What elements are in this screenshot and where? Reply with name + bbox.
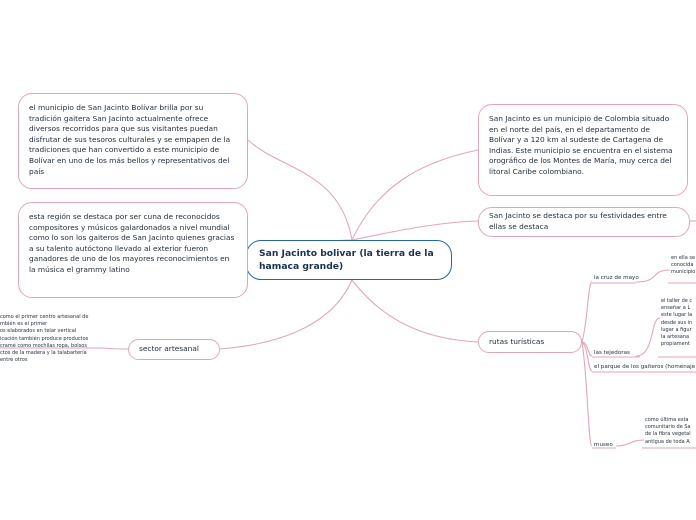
route-tejedoras-detail-line: la artesana (661, 334, 690, 341)
route-tejedoras[interactable]: las tejedoras (594, 350, 630, 356)
route-museo[interactable]: museo (594, 442, 613, 448)
route-cruz-detail-line: en ella se (671, 255, 696, 261)
artesanal-detail (0, 314, 100, 364)
link-route-museo (582, 342, 592, 446)
artesanal-detail-line: ctos de la madera y la talabartería (0, 350, 87, 357)
route-cruz-detail-line: conocida (671, 262, 694, 269)
artesanal-detail-line: entre otros (0, 357, 28, 364)
route-museo-detail-line: como última esta (645, 417, 689, 423)
link-route-cruz (582, 282, 592, 342)
artesanal-detail-line: cramé como mochilas ropa, bolsos (0, 342, 87, 349)
left-node-sector-artesanal[interactable]: sector artesanal (128, 339, 220, 360)
link-left-1 (248, 140, 352, 240)
route-tejedoras-detail-line: desde sus in (661, 319, 693, 326)
right-node-descripcion-municipio[interactable]: San Jacinto es un municipio de Colombia situado en el norte del país, en el departamento de Bolívar y a 120 km al sudeste de Cartagena de Indias. Este municipio se encuentra en el sistema orográfico de los Montes de María, muy cerca del litoral Caribe colombiano. (478, 104, 688, 196)
route-tejedoras-detail-line: lugar a figur (661, 326, 692, 333)
link-right-1 (352, 150, 478, 240)
route-cruz-de-mayo[interactable]: la cruz de mayo (594, 275, 639, 281)
left-node-cuna-compositores[interactable]: esta región se destaca por ser cuna de reconocidos compositores y músicos galardonados a nivel mundial como lo son los gaiteros de San Jacinto quienes gracias a su talento autóctono llevado al exterior fueron ganadores de uno de los mayores reconocimientos en la música el grammy latino (18, 202, 248, 298)
route-museo-detail-line: comunitario de Sa (645, 424, 691, 431)
link-artesanal-detail (100, 348, 128, 349)
route-parque-gaiteros[interactable]: el parque de los gaiteros (homenaje (594, 364, 696, 370)
route-museo-detail-line: de la fibra vegetal (645, 431, 691, 438)
artesanal-detail-line: mbién es el primer (0, 321, 48, 328)
route-cruz-detail-line: municipio (671, 269, 696, 276)
left-node-tradicion-gaitera[interactable]: el municipio de San Jacinto Bolívar brilla por su tradición gaitera San Jacinto actualmente ofrece diversos recorridos para que sus visitantes puedan disfrutar de sus tesoros culturales y se empapen de la tradiciones que han convertido a este municipio de Bolívar en uno de los más bellos y representativos del país (18, 93, 248, 189)
route-cruz-detail (671, 255, 696, 277)
artesanal-detail-line: icación también produce productos (0, 335, 89, 342)
route-tejedoras-detail-line: este lugar la (661, 312, 693, 319)
link-right-2 (352, 221, 478, 240)
route-tejedoras-detail-line: propiament (661, 341, 690, 348)
artesanal-detail-line: como el primer centro artesanal de (0, 314, 89, 320)
link-right-3 (352, 280, 478, 342)
route-museo-detail (645, 417, 696, 446)
route-tejedoras-detail-line: el taller de c (661, 298, 693, 304)
central-topic[interactable]: San Jacinto bolivar (la tierra de la hamaca grande) (246, 240, 452, 280)
route-museo-detail-line: antigua de toda A (645, 438, 690, 445)
artesanal-detail-line: os elaborados en telar vertical (0, 328, 77, 335)
route-tejedoras-detail-line: enseñar a L (661, 305, 691, 312)
right-node-rutas-turisticas[interactable]: rutas turísticas (478, 331, 582, 353)
right-node-festividades[interactable]: San Jacinto se destaca por su festividades entre ellas se destaca (478, 207, 690, 237)
route-tejedoras-detail (661, 298, 696, 348)
